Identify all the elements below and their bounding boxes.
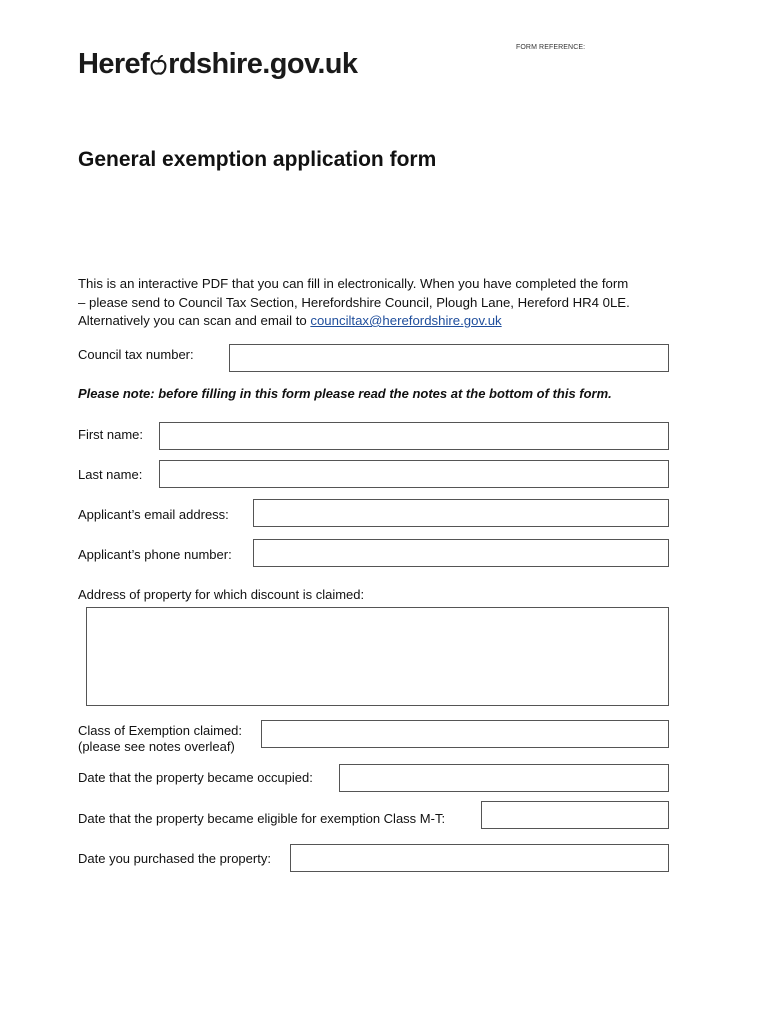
council-tax-number-label: Council tax number: [78,347,194,362]
address-label: Address of property for which discount is claimed: [78,587,365,602]
last-name-input[interactable] [159,460,669,488]
date-purchased-label: Date you purchased the property: [78,851,271,866]
last-name-label: Last name: [78,467,143,482]
form-reference-label: FORM REFERENCE: [516,44,586,51]
council-tax-email-link[interactable]: counciltax@herefordshire.gov.uk [310,313,502,328]
date-eligible-label: Date that the property became eligible for exemption Class M-T: [78,811,446,826]
intro-line-1: This is an interactive PDF that you can fill in electronically. When you have completed the form [78,276,629,291]
first-name-input[interactable] [159,422,669,450]
date-eligible-input[interactable] [481,801,669,829]
phone-input[interactable] [253,539,669,567]
class-of-exemption-hint: (please see notes overleaf) [78,739,235,754]
apple-icon [150,50,167,70]
date-occupied-label: Date that the property became occupied: [78,770,313,785]
herefordshire-logo [78,48,357,81]
logo-text-end: rdshire.gov.uk [168,48,358,80]
council-tax-number-input[interactable] [229,344,669,372]
date-purchased-input[interactable] [290,844,669,872]
class-of-exemption-label: Class of Exemption claimed: [78,723,243,738]
class-of-exemption-input[interactable] [261,720,669,748]
intro-line-3-text: Alternatively you can scan and email to [78,313,311,328]
email-input[interactable] [253,499,669,527]
important-note: Please note: before filling in this form please read the notes at the bottom of this form. [78,386,612,401]
logo-text-start: Heref [78,48,150,80]
intro-line-2: – please send to Council Tax Section, Herefordshire Council, Plough Lane, Hereford HR4 0LE. [78,294,630,310]
phone-label: Applicant’s phone number: [78,547,232,562]
first-name-label: First name: [78,427,144,442]
address-textarea[interactable] [86,607,669,706]
intro-paragraph [78,275,678,331]
intro-line-3 [78,312,678,331]
date-occupied-input[interactable] [339,764,669,792]
email-label: Applicant’s email address: [78,507,229,522]
page-title: General exemption application form [78,148,437,171]
